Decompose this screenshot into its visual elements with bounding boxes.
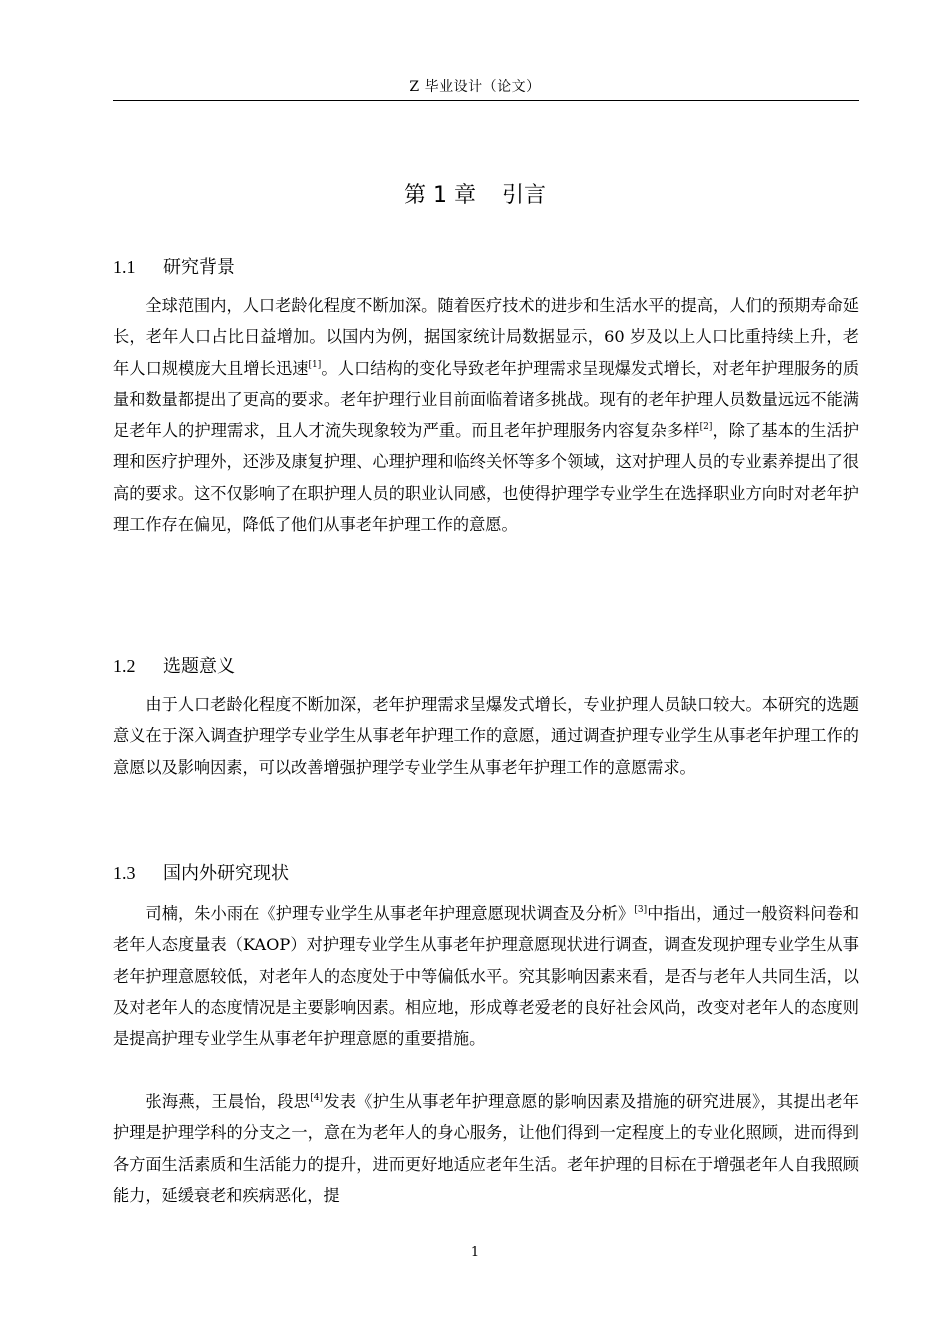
paragraph-research-1: 司楠，朱小雨在《护理专业学生从事老年护理意愿现状调查及分析》[3]中指出，通过一般资料问卷和老年人态度量表（KAOP）对护理专业学生从事老年护理意愿现状进行调查，调查发现护理专业学生从事老年护理意愿较低，对老年人的态度处于中等偏低水平。究其影响因素来看，是否与老年人共同生活，以及对老年人的态度情况是主要影响因素。相应地，形成尊老爱老的良好社会风尚，改变对老年人的态度则是提高护理专业学生从事老年护理意愿的重要措施。 xyxy=(113,904,860,1049)
header-rule xyxy=(113,100,859,101)
section-heading-1-2 xyxy=(113,652,235,678)
chapter-number: 第 1 章 xyxy=(404,183,476,208)
citation-ref[interactable]: [4] xyxy=(310,1093,324,1103)
page-number: 1 xyxy=(470,1245,480,1260)
paragraph-research-2: 张海燕，王晨怡，段思[4]发表《护生从事老年护理意愿的影响因素及措施的研究进展》，其提出老年护理是护理学科的分支之一，意在为老年人的身心服务，让他们得到一定程度上的专业化照顾，进而得到各方面生活素质和生活能力的提升，进而更好地适应老年生活。老年护理的目标在于增强老年人自我照顾能力，延缓衰老和疾病恶化，提 xyxy=(113,1092,859,1205)
section-number: 1.3 xyxy=(113,863,136,883)
section-title: 研究背景 xyxy=(163,257,235,278)
chapter-name: 引言 xyxy=(501,183,546,208)
section-number: 1.2 xyxy=(113,656,136,676)
citation-ref[interactable]: [1] xyxy=(308,359,322,370)
citation-ref[interactable]: [2] xyxy=(699,422,713,433)
chapter-title xyxy=(0,178,950,209)
section-title: 选题意义 xyxy=(163,656,235,677)
paragraph-background: 全球范围内，人口老龄化程度不断加深。随着医疗技术的进步和生活水平的提高，人们的预期寿命延长，老年人口占比日益增加。以国内为例，据国家统计局数据显示，60 岁及以上人口比重持续上升，老年人口规模庞大且增长迅速[1]。人口结构的变化导致老年护理需求呈现爆发式增长，对老年护理服务的质量和数量都提出了更高的要求。老年护理行业目前面临着诸多挑战。现有的老年护理人员数量远远不能满足老年人的护理需求，且人才流失现象较为严重。而且老年护理服务内容复杂多样[2]，除了基本的生活护理和医疗护理外，还涉及康复护理、心理护理和临终关怀等多个领域，这对护理人员的专业素养提出了很高的要求。这不仅影响了在职护理人员的职业认同感，也使得护理学专业学生在选择职业方向时对老年护理工作存在偏见，降低了他们从事老年护理工作的意愿。 xyxy=(113,296,860,535)
running-header: Z 毕业设计（论文） xyxy=(409,79,541,95)
section-number: 1.1 xyxy=(113,257,136,277)
section-heading-1-1 xyxy=(113,253,235,279)
paragraph-significance: 由于人口老龄化程度不断加深，老年护理需求呈爆发式增长，专业护理人员缺口较大。本研究的选题意义在于深入调查护理学专业学生从事老年护理工作的意愿，通过调查护理专业学生从事老年护理工作的意愿以及影响因素，可以改善增强护理学专业学生从事老年护理工作的意愿需求。 xyxy=(113,695,859,777)
citation-ref[interactable]: [3] xyxy=(634,905,648,915)
section-title: 国内外研究现状 xyxy=(163,863,289,884)
section-heading-1-3 xyxy=(113,859,289,885)
